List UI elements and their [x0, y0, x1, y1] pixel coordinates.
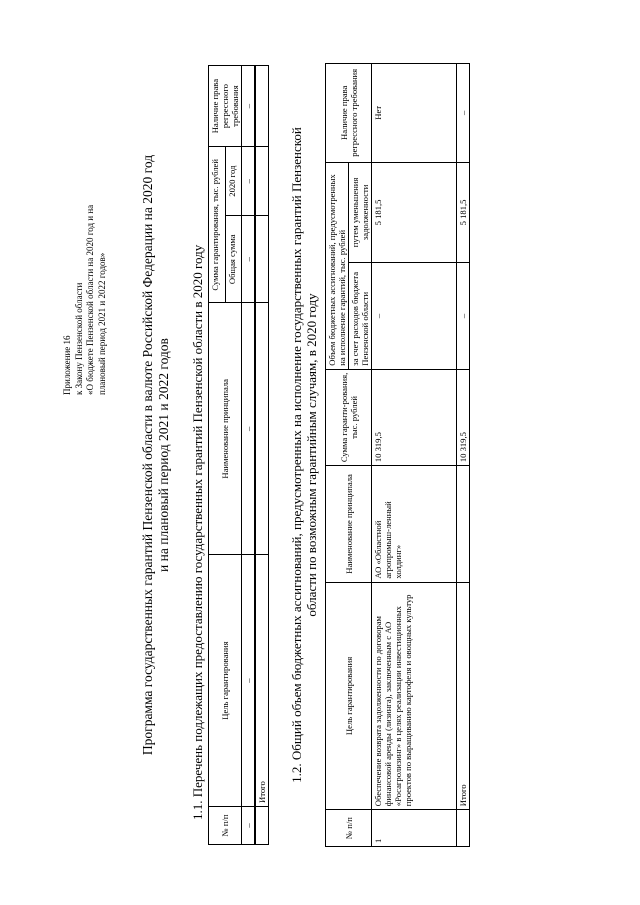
cell-regress: –: [242, 66, 256, 147]
header-total-sum: Общая сумма: [225, 216, 242, 303]
total-label: Итого: [255, 555, 269, 807]
section2-heading-line: 1.2. Общий объем бюджетных ассигнований, предусмотренных на исполнение государственных гарантий Пензенской: [289, 127, 304, 783]
cell-purpose: Обеспечение возврата задолженности по договорам финансовой аренды (лизинга), заключенным с АО «Росагролизинг» в целях реализации инвестиционных проектов по выращиванию картофеля и овощных культур: [372, 582, 457, 810]
cell-principal: –: [242, 303, 256, 555]
allocations-table: [325, 63, 470, 847]
header-sum: Сумма гаранти-рования, тыс. рублей: [326, 369, 372, 465]
total-sum: 10 319,5: [457, 369, 470, 465]
cell-num: –: [242, 806, 256, 844]
header-num: № п/п: [326, 810, 372, 847]
cell-empty: [457, 810, 470, 847]
table-row: [242, 66, 256, 845]
appendix-note: [62, 205, 108, 395]
total-debt: 5 181,5: [457, 162, 470, 263]
cell-regress: Нет: [372, 64, 457, 163]
cell-debt: 5 181,5: [372, 162, 457, 263]
total-label: Итого: [457, 582, 470, 810]
section1-heading: 1.1. Перечень подлежащих предоставлению государственных гарантий Пензенской области в 2020 году: [190, 244, 205, 820]
header-regress: Наличие права регрессного требования: [326, 64, 372, 163]
document-title: [140, 115, 172, 795]
cell-year: –: [242, 147, 256, 216]
cell-total: –: [242, 216, 256, 303]
title-line: и на плановый период 2021 и 2022 годов: [156, 338, 171, 572]
header-principal: Наименование принципала: [209, 303, 242, 555]
cell-empty: [255, 147, 269, 216]
header-year: 2020 год: [225, 147, 242, 216]
cell-empty: [457, 466, 470, 582]
cell-principal: АО «Областной агропромыш-ленный холдинг»: [372, 466, 457, 582]
cell-empty: [255, 66, 269, 147]
header-num: № п/п: [209, 806, 242, 844]
appendix-line: Приложение 16: [62, 335, 72, 395]
cell-num: 1: [372, 810, 457, 847]
total-row: [457, 64, 470, 847]
table-row: [372, 64, 457, 847]
guarantees-list-table: [208, 65, 269, 845]
header-budget: за счет расходов бюджета Пензенской области: [349, 263, 372, 369]
header-sum-group: Сумма гарантирования, тыс. рублей: [209, 147, 226, 303]
cell-empty: [255, 216, 269, 303]
section2-heading: [289, 45, 319, 865]
header-purpose: Цель гарантирования: [326, 582, 372, 810]
cell-empty: [255, 806, 269, 844]
header-volume-group: Объем бюджетных ассигнований, предусмотренных на исполнение гарантий, тыс. рублей: [326, 162, 349, 369]
title-line: Программа государственных гарантий Пензенской области в валюте Российской Федерации на 2020 год: [140, 154, 155, 756]
header-regress: Наличие права регрессного требования: [209, 66, 242, 147]
appendix-line: «О бюджете Пензенской области на 2020 год и на: [85, 204, 95, 395]
appendix-line: к Закону Пензенской области: [73, 282, 84, 395]
header-principal: Наименование принципала: [326, 466, 372, 582]
total-regress: –: [457, 64, 470, 163]
appendix-line: плановый период 2021 и 2022 годов»: [96, 252, 107, 395]
total-row: [255, 66, 269, 845]
rotated-content: [50, 45, 595, 865]
cell-sum: 10 319,5: [372, 369, 457, 465]
cell-empty: [255, 303, 269, 555]
cell-budget: –: [372, 263, 457, 369]
header-debt: путем уменьшения задолженности: [349, 162, 372, 263]
section2-heading-line: области по возможным гарантийным случаям, в 2020 году: [304, 293, 319, 617]
cell-purpose: –: [242, 555, 256, 807]
total-budget: –: [457, 263, 470, 369]
header-purpose: Цель гарантирования: [209, 555, 242, 807]
